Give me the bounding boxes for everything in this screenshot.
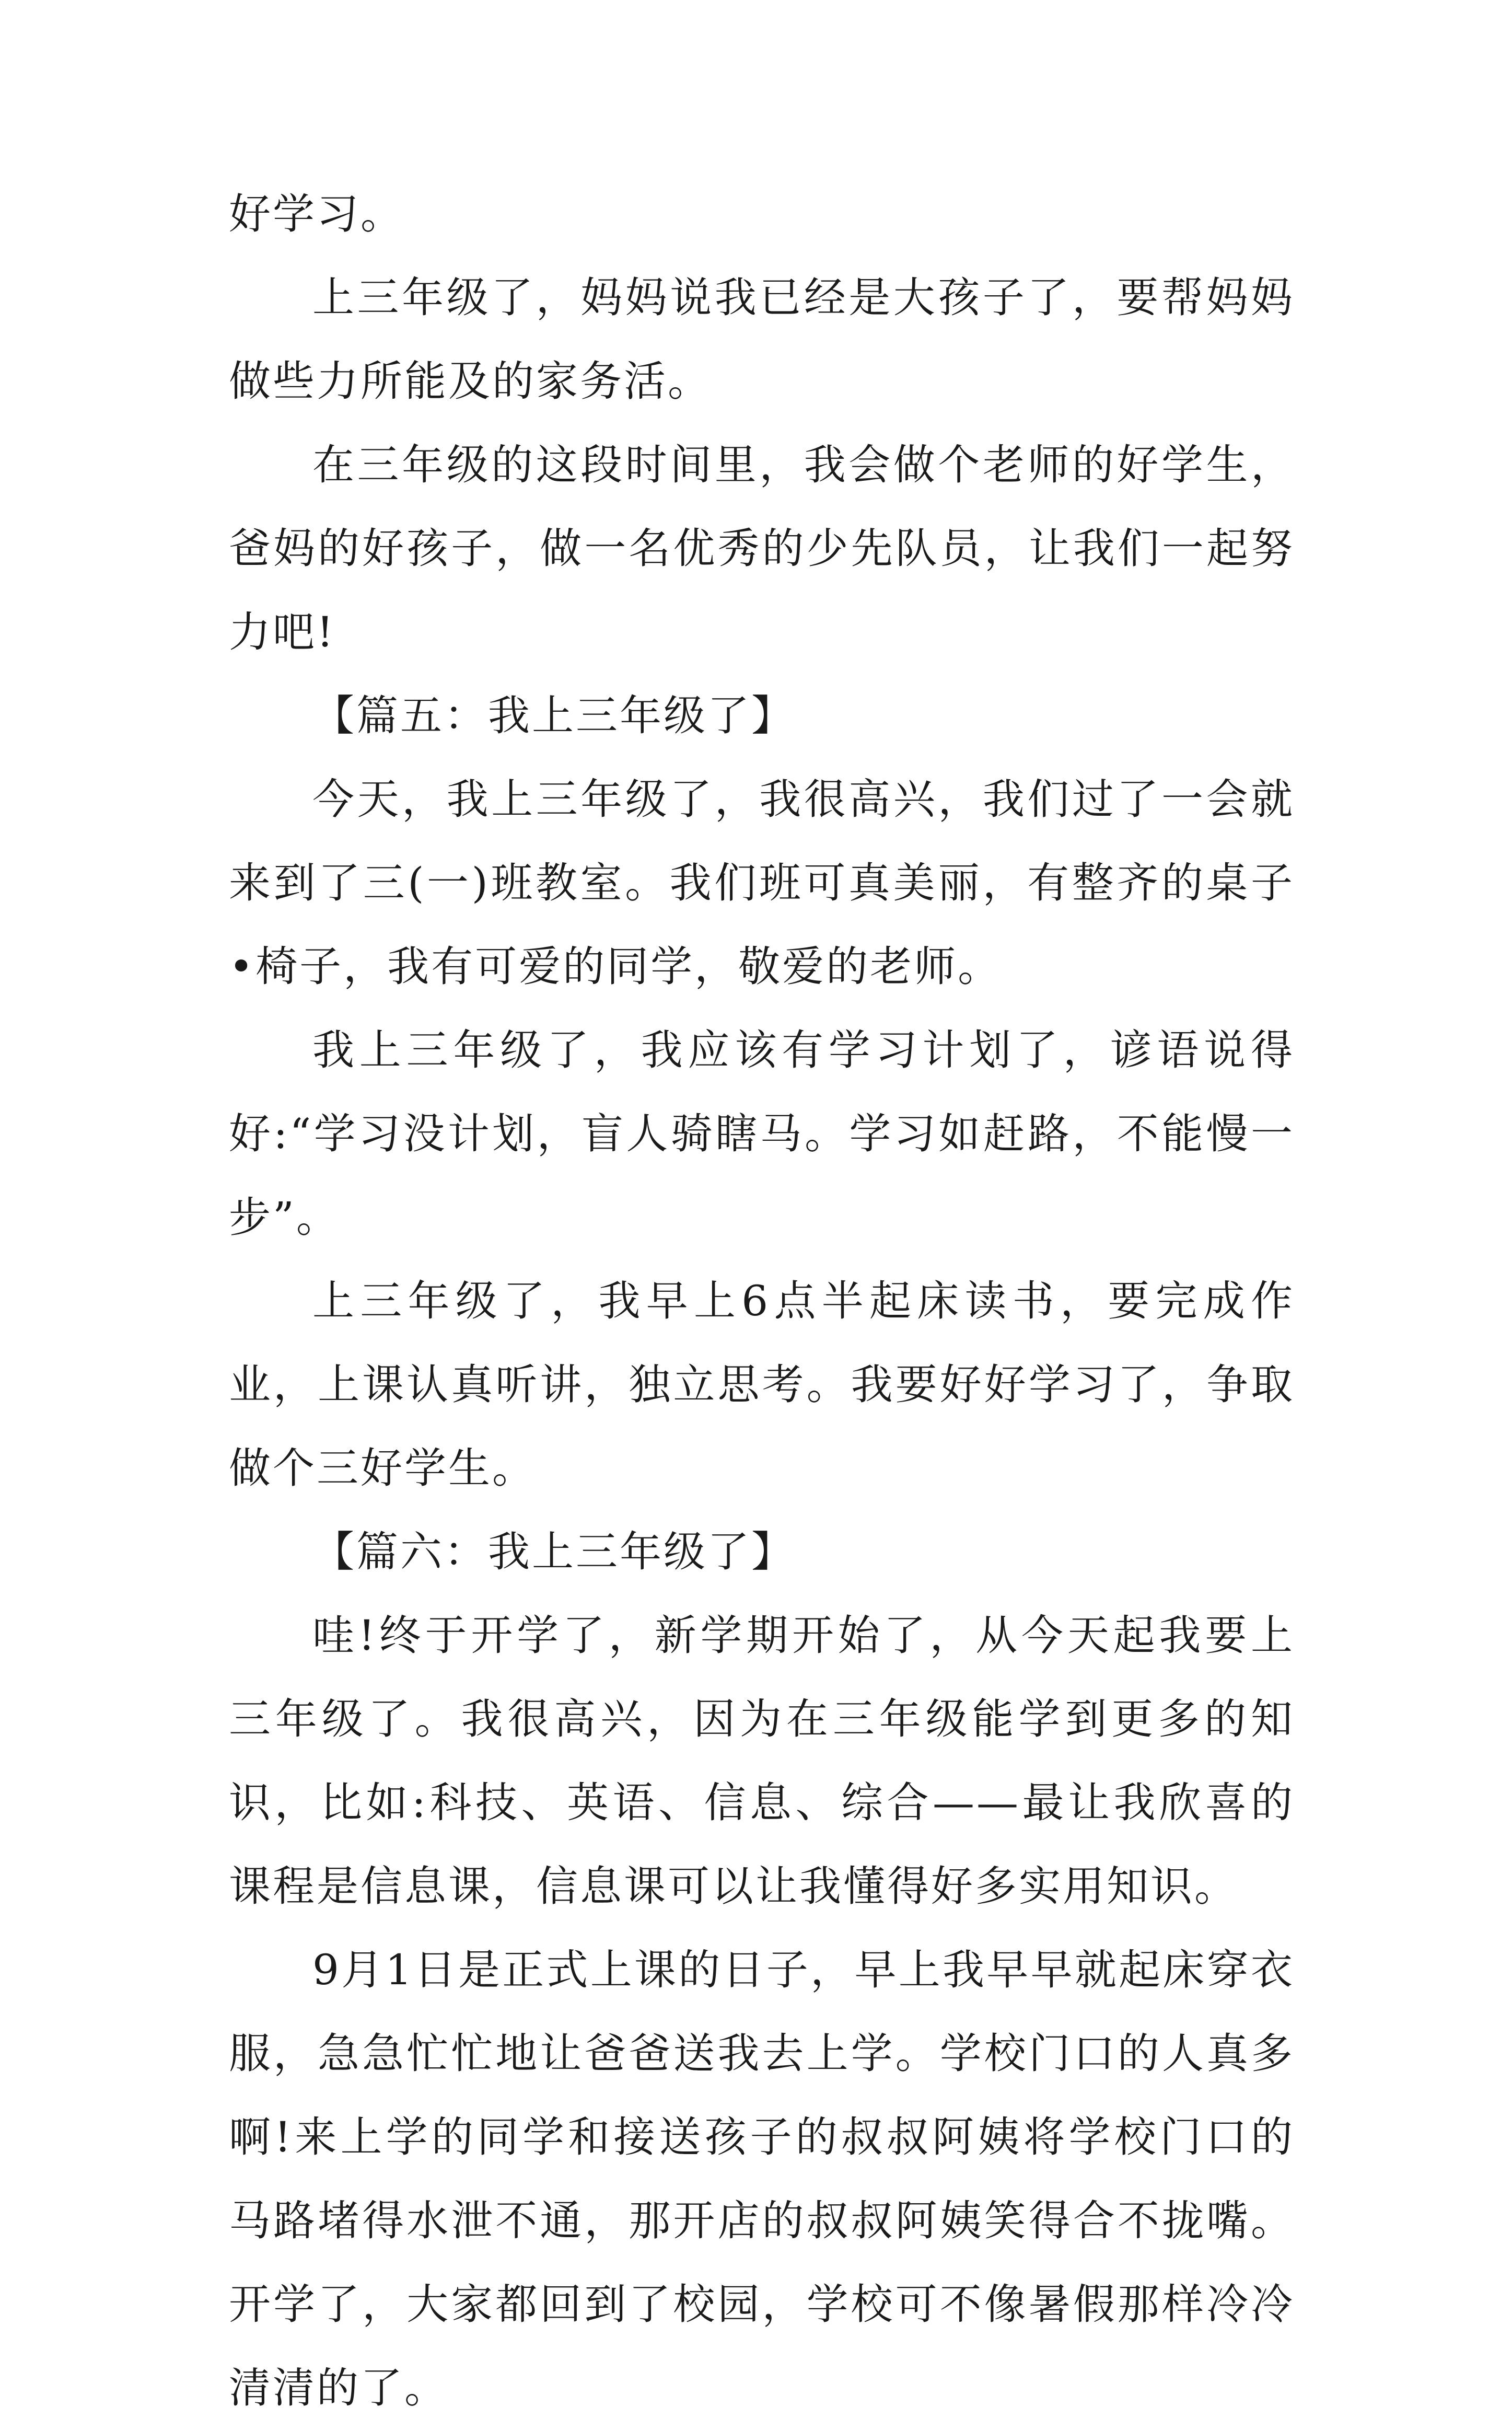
paragraph: 今天，我上三年级了，我很高兴，我们过了一会就来到了三(一)班教室。我们班可真美丽，有整齐的桌子•椅子，我有可爱的同学，敬爱的老师。: [229, 775, 1295, 991]
paragraph: 哇!终于开学了，新学期开始了，从今天起我要上三年级了。我很高兴，因为在三年级能学到更多的知识，比如:科技、英语、信息、综合——最让我欣喜的课程是信息课，信息课可以让我懂得好多实用知识。: [229, 1611, 1295, 1911]
document-body: [229, 172, 1295, 2430]
paragraph-continued: 好学习。: [229, 190, 404, 238]
paragraph: 上三年级了，我早上6点半起床读书，要完成作业，上课认真听讲，独立思考。我要好好学习了，争取做个三好学生。: [229, 1277, 1295, 1492]
paragraph: 9月1日是正式上课的日子，早上我早早就起床穿衣服，急急忙忙地让爸爸送我去上学。学校门口的人真多啊!来上学的同学和接送孩子的叔叔阿姨将学校门口的马路堵得水泄不通，那开店的叔叔阿姨笑得合不拢嘴。开学了，大家都回到了校园，学校可不像暑假那样冷冷清清的了。: [229, 1946, 1295, 2412]
paragraph: 在三年级的这段时间里，我会做个老师的好学生，爸妈的好孩子，做一名优秀的少先队员，让我们一起努力吧!: [229, 441, 1295, 656]
paragraph: 我上三年级了，我应该有学习计划了，谚语说得好:“学习没计划，盲人骑瞎马。学习如赶路，不能慢一步”。: [229, 1026, 1295, 1242]
paragraph: 上三年级了，妈妈说我已经是大孩子了，要帮妈妈做些力所能及的家务活。: [229, 273, 1295, 406]
section-heading-6: 【篇六：我上三年级了】: [312, 1528, 795, 1576]
section-heading-5: 【篇五：我上三年级了】: [312, 691, 795, 740]
